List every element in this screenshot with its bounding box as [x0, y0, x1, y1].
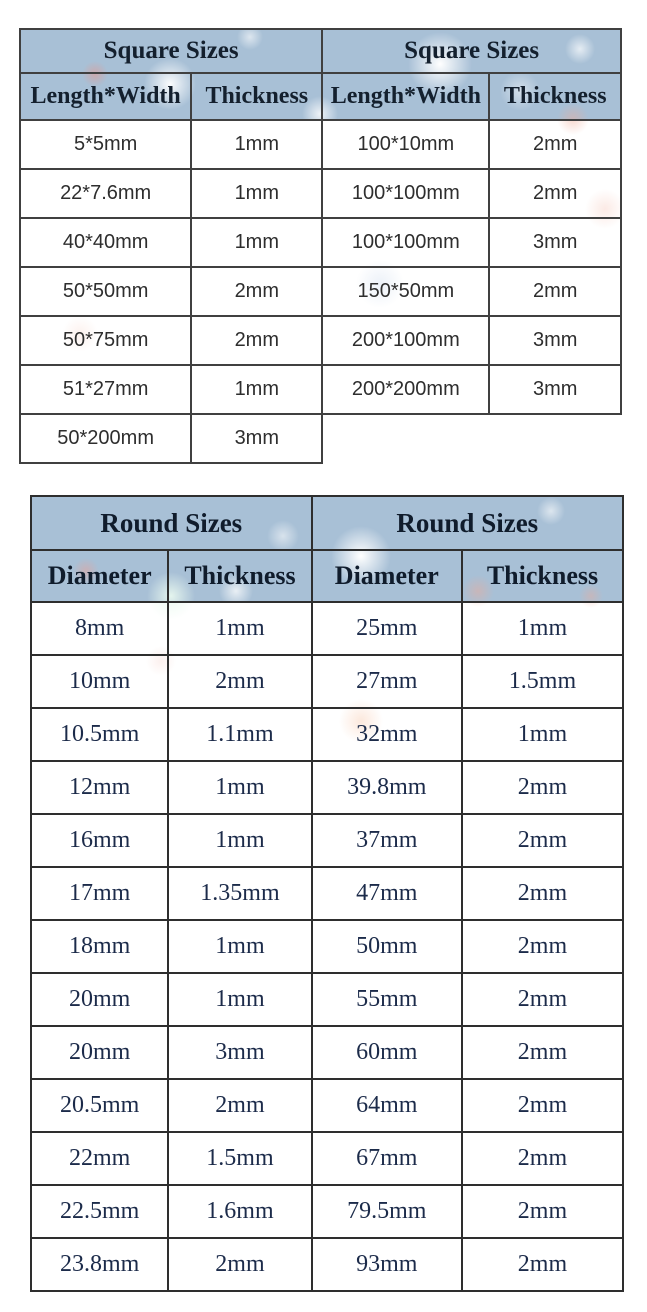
table-row: [20, 316, 621, 365]
table-cell: 2mm: [462, 867, 623, 920]
empty-cell: [322, 414, 621, 463]
table-cell: 2mm: [462, 1132, 623, 1185]
table-cell: 100*100mm: [322, 169, 489, 218]
table-cell: 2mm: [462, 920, 623, 973]
table-cell: 27mm: [312, 655, 462, 708]
table-cell: 1.1mm: [168, 708, 311, 761]
table-cell: 1mm: [168, 973, 311, 1026]
table-row: [31, 1132, 623, 1185]
table-cell: 20.5mm: [31, 1079, 168, 1132]
table-cell: 3mm: [489, 218, 621, 267]
table-cell: 3mm: [191, 414, 322, 463]
round-sizes-table: [30, 495, 624, 1292]
table-cell: 50mm: [312, 920, 462, 973]
table-cell: 2mm: [462, 1185, 623, 1238]
table-cell: 50*200mm: [20, 414, 191, 463]
column-header-thickness-right: Thickness: [462, 550, 623, 602]
table-cell: 100*100mm: [322, 218, 489, 267]
table-cell: 1mm: [462, 602, 623, 655]
table-row: [31, 1026, 623, 1079]
table-cell: 51*27mm: [20, 365, 191, 414]
table-row: [31, 867, 623, 920]
square-sizes-table: [19, 28, 622, 464]
square-title-row: [20, 29, 621, 73]
table-cell: 50*50mm: [20, 267, 191, 316]
table-cell: 1mm: [168, 814, 311, 867]
column-header-thickness-left: Thickness: [191, 73, 322, 120]
table-cell: 2mm: [462, 761, 623, 814]
table-cell: 12mm: [31, 761, 168, 814]
table-cell: 17mm: [31, 867, 168, 920]
table-cell: 3mm: [489, 365, 621, 414]
square-header-row: [20, 73, 621, 120]
table-cell: 37mm: [312, 814, 462, 867]
table-cell: 2mm: [462, 973, 623, 1026]
table-cell: 3mm: [168, 1026, 311, 1079]
table-row: [20, 365, 621, 414]
table-row: [20, 414, 621, 463]
table-cell: 16mm: [31, 814, 168, 867]
table-cell: 100*10mm: [322, 120, 489, 169]
round-title-left: Round Sizes: [31, 496, 312, 550]
column-header-length-width-right: Length*Width: [322, 73, 489, 120]
table-cell: 2mm: [462, 1079, 623, 1132]
table-row: [31, 602, 623, 655]
column-header-diameter-left: Diameter: [31, 550, 168, 602]
table-cell: 150*50mm: [322, 267, 489, 316]
table-row: [20, 267, 621, 316]
table-row: [31, 973, 623, 1026]
table-row: [31, 708, 623, 761]
column-header-length-width-left: Length*Width: [20, 73, 191, 120]
table-cell: 2mm: [489, 120, 621, 169]
table-cell: 1mm: [191, 120, 322, 169]
square-table-body: [20, 120, 621, 463]
table-cell: 22*7.6mm: [20, 169, 191, 218]
table-cell: 3mm: [489, 316, 621, 365]
table-row: [20, 218, 621, 267]
table-cell: 2mm: [462, 814, 623, 867]
table-row: [31, 814, 623, 867]
table-cell: 1mm: [462, 708, 623, 761]
table-cell: 2mm: [489, 169, 621, 218]
table-cell: 22mm: [31, 1132, 168, 1185]
table-cell: 1.35mm: [168, 867, 311, 920]
table-cell: 18mm: [31, 920, 168, 973]
table-cell: 20mm: [31, 973, 168, 1026]
table-cell: 8mm: [31, 602, 168, 655]
table-row: [31, 1238, 623, 1291]
table-cell: 200*100mm: [322, 316, 489, 365]
table-cell: 2mm: [191, 316, 322, 365]
table-row: [31, 1079, 623, 1132]
table-cell: 1mm: [168, 761, 311, 814]
table-row: [31, 1185, 623, 1238]
table-row: [31, 920, 623, 973]
table-cell: 64mm: [312, 1079, 462, 1132]
round-table-body: [31, 602, 623, 1291]
table-row: [31, 761, 623, 814]
table-cell: 67mm: [312, 1132, 462, 1185]
table-cell: 50*75mm: [20, 316, 191, 365]
table-cell: 79.5mm: [312, 1185, 462, 1238]
table-cell: 1.5mm: [462, 655, 623, 708]
table-row: [31, 655, 623, 708]
table-cell: 23.8mm: [31, 1238, 168, 1291]
table-cell: 20mm: [31, 1026, 168, 1079]
square-title-right: Square Sizes: [322, 29, 621, 73]
table-cell: 32mm: [312, 708, 462, 761]
table-cell: 2mm: [489, 267, 621, 316]
table-cell: 10mm: [31, 655, 168, 708]
table-cell: 1mm: [191, 218, 322, 267]
table-cell: 2mm: [168, 1079, 311, 1132]
table-cell: 2mm: [168, 1238, 311, 1291]
table-cell: 40*40mm: [20, 218, 191, 267]
round-title-right: Round Sizes: [312, 496, 623, 550]
table-cell: 60mm: [312, 1026, 462, 1079]
table-cell: 39.8mm: [312, 761, 462, 814]
table-cell: 2mm: [462, 1238, 623, 1291]
table-cell: 5*5mm: [20, 120, 191, 169]
column-header-diameter-right: Diameter: [312, 550, 462, 602]
square-title-left: Square Sizes: [20, 29, 322, 73]
table-cell: 10.5mm: [31, 708, 168, 761]
table-cell: 1.5mm: [168, 1132, 311, 1185]
table-cell: 25mm: [312, 602, 462, 655]
column-header-thickness-left: Thickness: [168, 550, 311, 602]
table-cell: 2mm: [462, 1026, 623, 1079]
table-cell: 47mm: [312, 867, 462, 920]
round-header-row: [31, 550, 623, 602]
table-cell: 22.5mm: [31, 1185, 168, 1238]
round-title-row: [31, 496, 623, 550]
table-cell: 200*200mm: [322, 365, 489, 414]
table-cell: 1mm: [168, 920, 311, 973]
table-row: [20, 120, 621, 169]
table-cell: 93mm: [312, 1238, 462, 1291]
table-cell: 1.6mm: [168, 1185, 311, 1238]
column-header-thickness-right: Thickness: [489, 73, 621, 120]
table-cell: 2mm: [191, 267, 322, 316]
table-cell: 1mm: [191, 169, 322, 218]
table-cell: 55mm: [312, 973, 462, 1026]
table-cell: 2mm: [168, 655, 311, 708]
table-row: [20, 169, 621, 218]
table-cell: 1mm: [191, 365, 322, 414]
table-cell: 1mm: [168, 602, 311, 655]
